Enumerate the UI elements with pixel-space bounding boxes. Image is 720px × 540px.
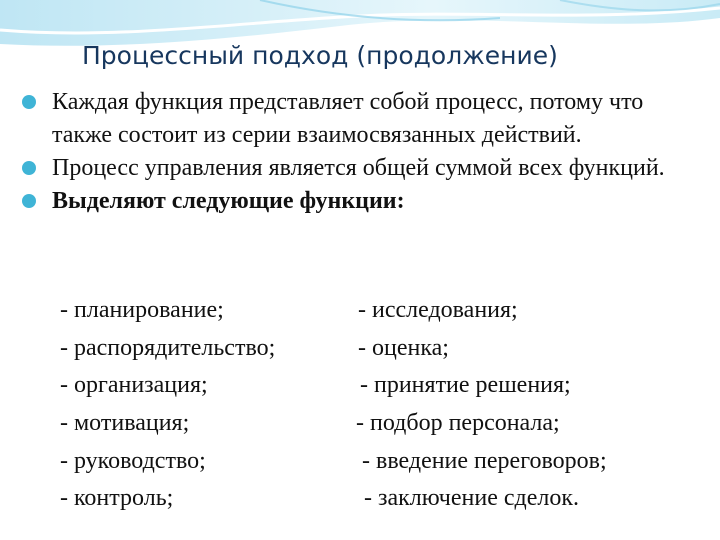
bullet-dot-icon — [22, 194, 36, 208]
bullet-dot-icon — [22, 161, 36, 175]
bullet-text: Выделяют следующие функции: — [52, 188, 405, 214]
function-left-item: - руководство; — [60, 448, 206, 474]
bullet-text: Каждая функция представляет собой процесс, потому что также состоит из серии взаимосвязанных действий. — [52, 89, 644, 148]
function-right-item: - заключение сделок. — [364, 485, 579, 511]
bullet-item — [22, 86, 702, 152]
bullet-dot-icon — [22, 95, 36, 109]
function-left-item: - организация; — [60, 372, 208, 398]
bullet-item — [22, 152, 702, 185]
bullet-item — [22, 185, 702, 218]
bullet-text: Процесс управления является общей суммой всех функций. — [52, 155, 665, 181]
function-right-item: - оценка; — [358, 335, 449, 361]
function-right-item: - введение переговоров; — [362, 448, 607, 474]
slide-title: Процессный подход (продолжение) — [82, 41, 558, 70]
function-right-item: - исследования; — [358, 297, 518, 323]
function-right-item: - принятие решения; — [360, 372, 571, 398]
function-left-item: - контроль; — [60, 485, 174, 511]
bullet-list — [22, 86, 702, 218]
function-right-item: - подбор персонала; — [356, 410, 560, 436]
function-left-item: - распорядительство; — [60, 335, 276, 361]
function-left-item: - планирование; — [60, 297, 224, 323]
function-left-item: - мотивация; — [60, 410, 190, 436]
